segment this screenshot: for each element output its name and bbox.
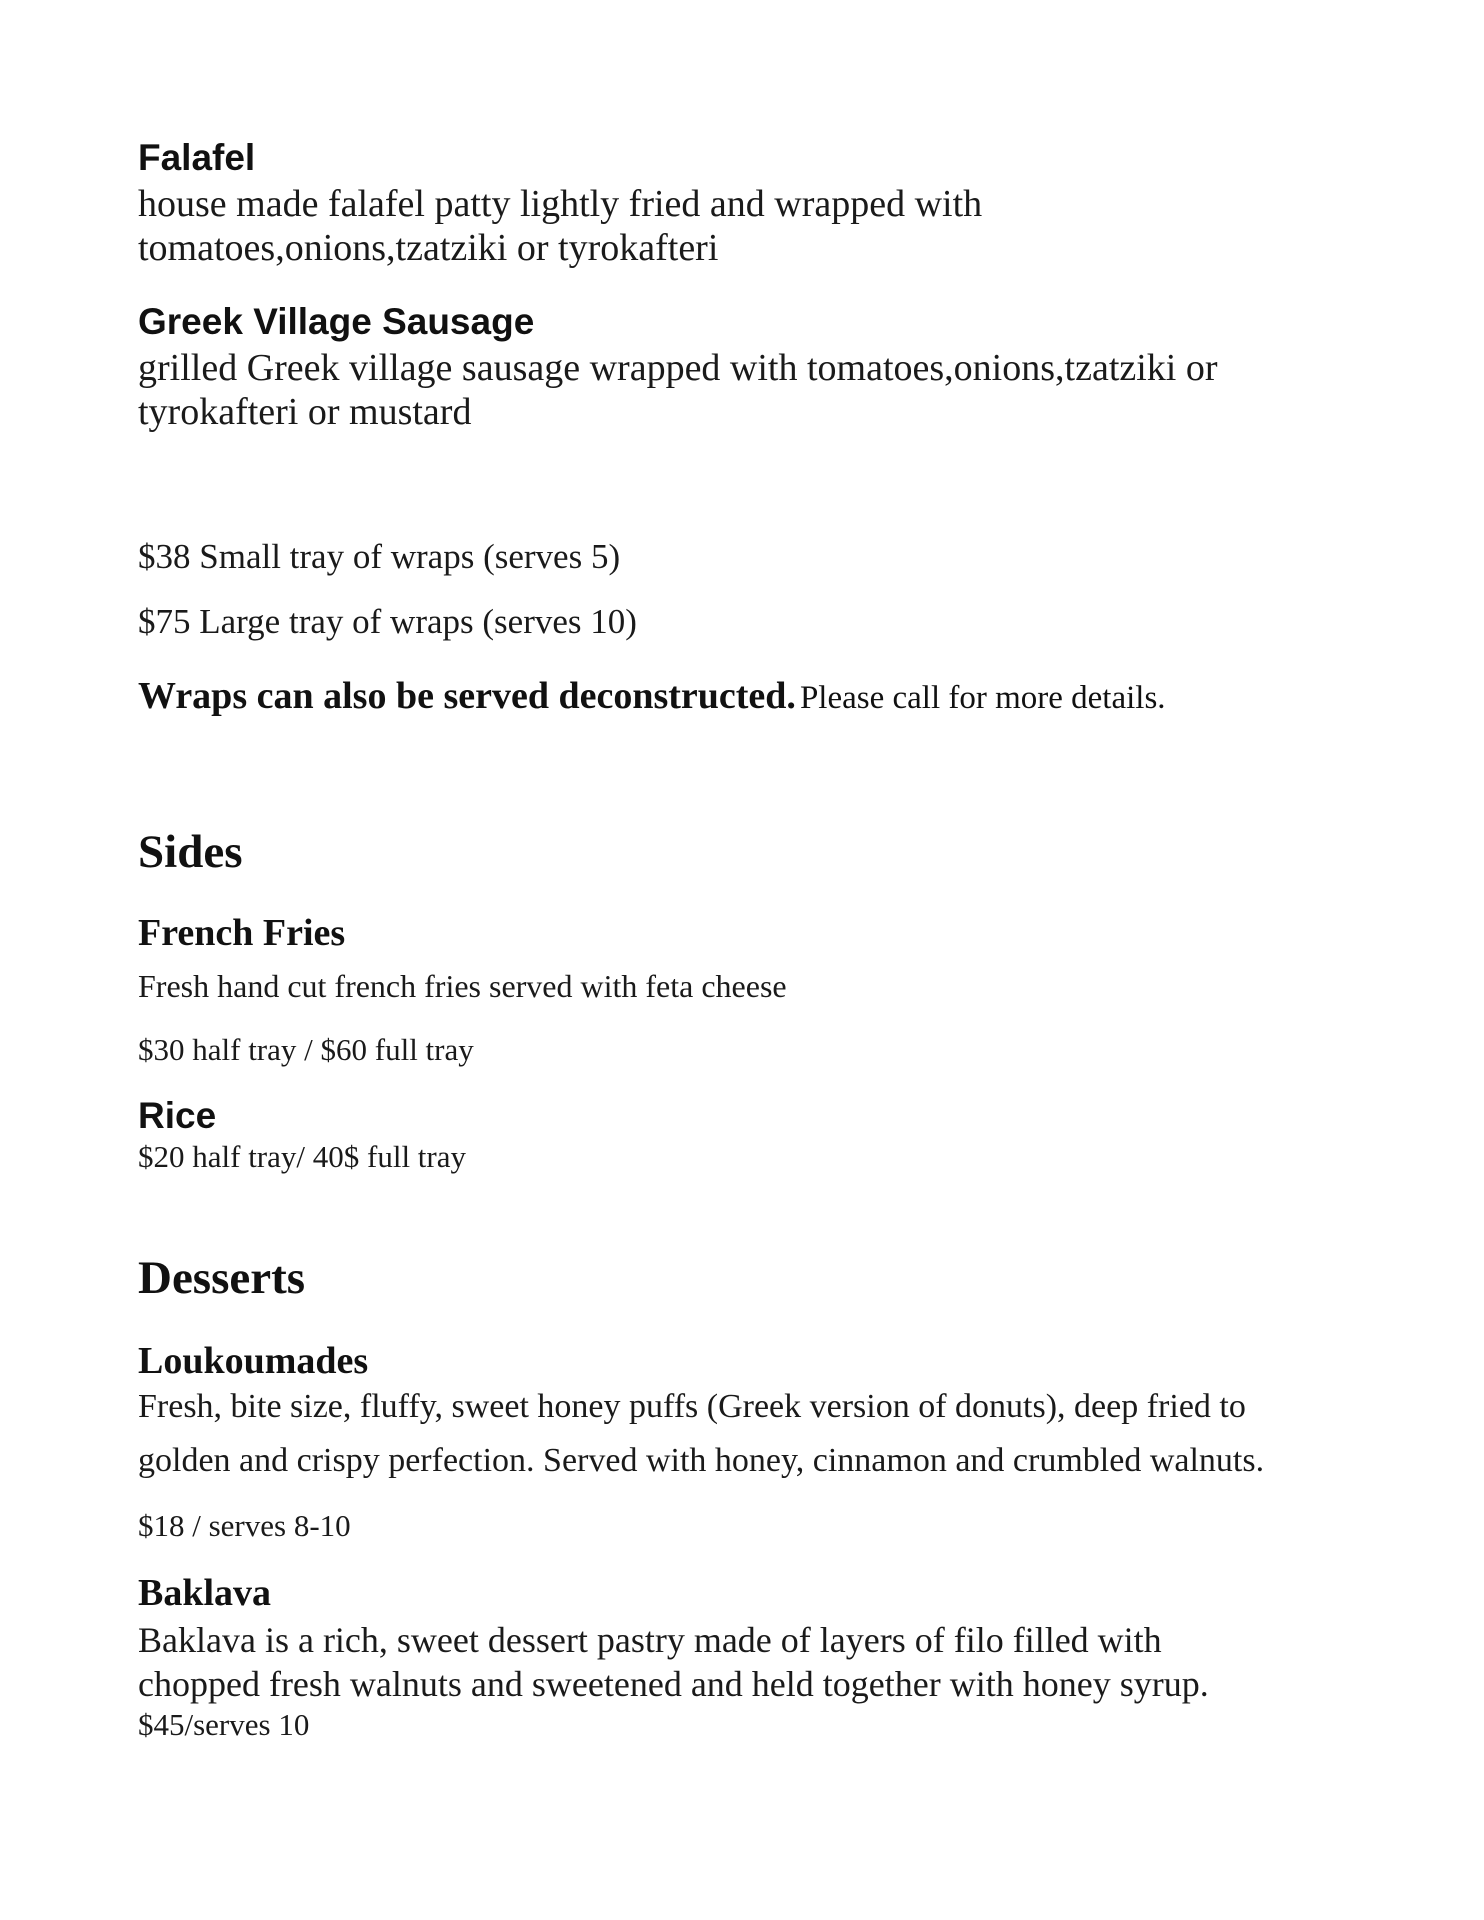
loukoumades-description-line-2: golden and crispy perfection. Served with honey, cinnamon and crumbled walnuts. (138, 1442, 1265, 1479)
sausage-title: Greek Village Sausage (138, 301, 535, 342)
baklava-title: Baklava (138, 1572, 272, 1614)
loukoumades-description-line-1: Fresh, bite size, fluffy, sweet honey puffs (Greek version of donuts), deep fried to (138, 1388, 1246, 1425)
baklava-description-line-2: chopped fresh walnuts and sweetened and held together with honey syrup. (138, 1664, 1209, 1704)
rice-price: $20 half tray/ 40$ full tray (138, 1139, 466, 1174)
falafel-description-line-1: house made falafel patty lightly fried and wrapped with (138, 183, 983, 225)
rice-title: Rice (138, 1095, 217, 1136)
french-fries-price: $30 half tray / $60 full tray (138, 1032, 474, 1067)
large-tray-price: $75 Large tray of wraps (serves 10) (138, 602, 637, 641)
sides-heading: Sides (138, 826, 243, 878)
falafel-description-line-2: tomatoes,onions,tzatziki or tyrokafteri (138, 227, 719, 269)
loukoumades-title: Loukoumades (138, 1340, 369, 1382)
deconstructed-note-bold: Wraps can also be served deconstructed. (138, 675, 796, 717)
french-fries-description: Fresh hand cut french fries served with feta cheese (138, 968, 787, 1004)
sausage-description-line-2: tyrokafteri or mustard (138, 391, 472, 433)
baklava-price: $45/serves 10 (138, 1707, 310, 1742)
sausage-description-line-1: grilled Greek village sausage wrapped with tomatoes,onions,tzatziki or (138, 347, 1218, 389)
desserts-heading: Desserts (138, 1252, 306, 1304)
deconstructed-note (138, 672, 1166, 728)
french-fries-title: French Fries (138, 912, 346, 954)
deconstructed-note-plain: Please call for more details. (799, 680, 1166, 716)
baklava-description-line-1: Baklava is a rich, sweet dessert pastry made of layers of filo filled with (138, 1620, 1162, 1660)
falafel-title: Falafel (138, 137, 256, 178)
loukoumades-price: $18 / serves 8-10 (138, 1508, 351, 1543)
small-tray-price: $38 Small tray of wraps (serves 5) (138, 537, 621, 576)
